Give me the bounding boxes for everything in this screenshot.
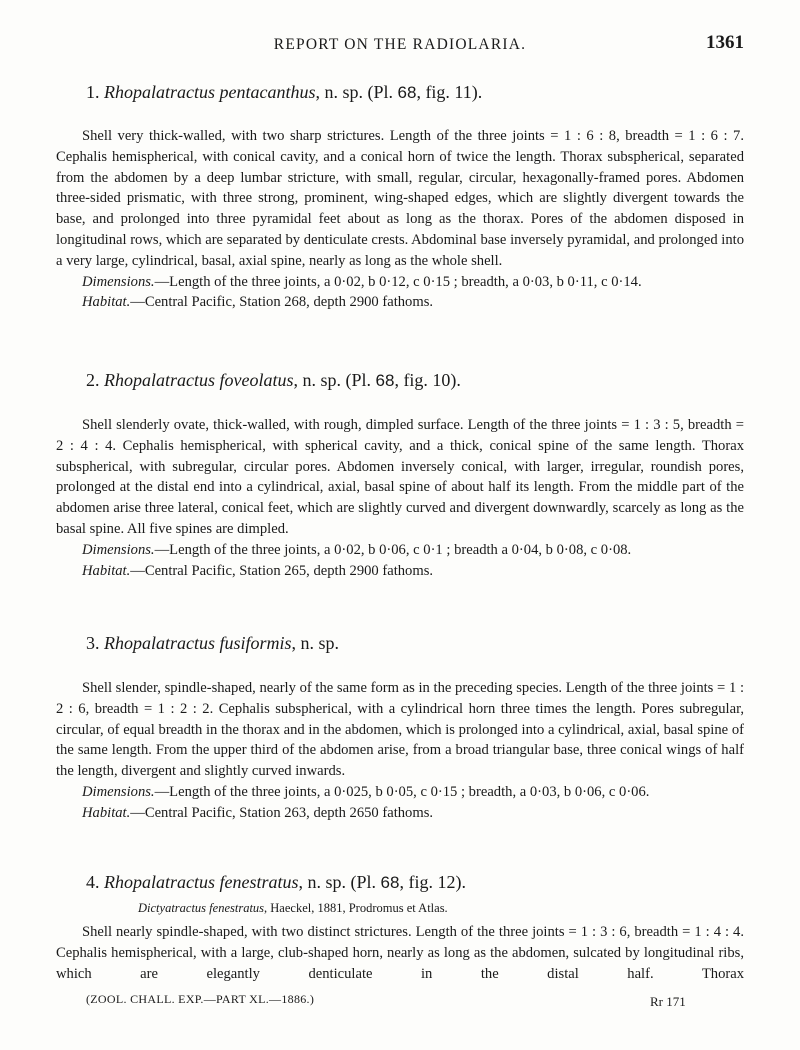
page-number: 1361 [706, 32, 744, 53]
plate-ref-suffix: , fig. 12). [399, 872, 466, 892]
species-number: 1. [86, 82, 100, 102]
species-description: Shell nearly spindle-shaped, with two distinct strictures. Length of the three joints = 1 : 3 : 6, breadth = 1 : 4 : 4. Cephalis hemispherical, with a large, club-shaped horn, nearly as long as the abdomen, sulcated by longitudinal ribs, which are elegantly denticulate in the distal half. Thorax [56, 924, 744, 982]
publication-note: (ZOOL. CHALL. EXP.—PART XL.—1886.) [86, 992, 315, 1006]
species-heading [86, 872, 744, 893]
dimensions-label: Dimensions. [82, 541, 155, 558]
species-entry-1 [56, 82, 744, 313]
habitat-label: Habitat. [82, 804, 131, 821]
species-entry-4 [56, 872, 744, 984]
plate-reference [368, 82, 483, 102]
species-rank: , n. sp. [298, 872, 347, 892]
species-description: Shell slender, spindle-shaped, nearly of the same form as in the preceding species. Length of the three joints = 1 : 2 : 6, breadth = 1 : 2 : 2. Cephalis subspherical, with a cylindrical horn three times the length. Pores subregular, circular, of equal breadth in the thorax and in the abdomen, which is prolonged into a cylindrical, axial, basal spine of the same length. From the upper third of the abdomen arise, from a broad triangular base, three conical wings of half the length, divergent and slightly curved inwards. [56, 680, 744, 780]
plate-ref-prefix: (Pl. [350, 872, 381, 892]
plate-number: 68 [380, 873, 400, 892]
species-description: Shell slenderly ovate, thick-walled, with rough, dimpled surface. Length of the three joints = 1 : 3 : 5, breadth = 2 : 4 : 4. Cephalis hemispherical, with spherical cavity, and a thick, conical spine of the same length. Thorax subspherical, with subregular, circular pores. Abdomen inversely conical, with larger, irregular, roundish pores, prolonged at the distal end into a cylindrical, axial, basal spine of about half its length. From the middle part of the abdomen arise three lateral, conical feet, which are slightly curved and divergent downwardly, scarcely as long as the basal spine. All five spines are dimpled. [56, 417, 744, 537]
plate-number: 68 [375, 371, 395, 390]
species-name: Rhopalatractus foveolatus [104, 370, 294, 390]
plate-reference [346, 370, 461, 390]
running-title: REPORT ON THE RADIOLARIA. [273, 36, 527, 53]
species-entry-2 [56, 370, 744, 581]
species-number: 3. [86, 633, 100, 653]
species-name: Rhopalatractus fenestratus [104, 872, 299, 892]
species-heading [86, 82, 744, 103]
species-number: 2. [86, 370, 100, 390]
dimensions-label: Dimensions. [82, 783, 155, 800]
species-rank: , n. sp. [315, 82, 363, 102]
species-name: Rhopalatractus fusiformis [104, 633, 292, 653]
signature-mark: Rr 171 [650, 994, 686, 1009]
running-header [0, 32, 800, 56]
habitat-text: —Central Pacific, Station 268, depth 2900 fathoms. [130, 294, 434, 311]
species-number: 4. [86, 872, 100, 892]
page-footer [0, 992, 800, 1016]
habitat-label: Habitat. [82, 562, 131, 579]
habitat-line [82, 561, 744, 582]
plate-ref-suffix: , fig. 11). [416, 82, 483, 102]
plate-reference [351, 872, 466, 892]
species-rank: , n. sp. [293, 370, 341, 390]
habitat-line [82, 292, 744, 313]
synonym-source: , Haeckel, 1881, Prodromus et Atlas. [264, 901, 448, 915]
dimensions-text: —Length of the three joints, a 0·02, b 0·12, c 0·15 ; breadth, a 0·03, b 0·11, c 0·14. [154, 273, 642, 290]
synonym-name: Dictyatractus fenestratus [138, 901, 265, 915]
dimensions-text: —Length of the three joints, a 0·025, b 0·05, c 0·15 ; breadth, a 0·03, b 0·06, c 0·06. [154, 783, 650, 800]
plate-ref-prefix: (Pl. [367, 82, 398, 102]
synonym-citation [138, 901, 744, 916]
species-heading [86, 633, 744, 654]
plate-ref-prefix: (Pl. [345, 370, 376, 390]
species-entry-3 [56, 633, 744, 824]
plate-ref-suffix: , fig. 10). [394, 370, 461, 390]
dimensions-line [82, 540, 744, 561]
species-heading [86, 370, 744, 391]
habitat-text: —Central Pacific, Station 263, depth 2650 fathoms. [130, 804, 434, 821]
plate-number: 68 [397, 83, 417, 102]
species-rank: , n. sp. [291, 633, 340, 653]
dimensions-text: —Length of the three joints, a 0·02, b 0·06, c 0·1 ; breadth a 0·04, b 0·08, c 0·08. [154, 541, 632, 558]
dimensions-label: Dimensions. [82, 273, 155, 290]
dimensions-line [82, 782, 744, 803]
habitat-label: Habitat. [82, 294, 131, 311]
species-name: Rhopalatractus pentacanthus [104, 82, 316, 102]
habitat-text: —Central Pacific, Station 265, depth 2900 fathoms. [130, 562, 434, 579]
species-description: Shell very thick-walled, with two sharp strictures. Length of the three joints = 1 : 6 : 8, breadth = 1 : 6 : 7. Cephalis hemispherical, with conical cavity, and a conical horn of twice the length. Thorax subspherical, separated from the abdomen by a deep lumbar stricture, with small, regular, circular, hexagonally-framed pores. Abdomen three-sided prismatic, with three strong, prominent, wing-shaped edges, which are slightly divergent towards the base, and prolonged into three pyramidal feet about as long as the thorax. Pores of the abdomen disposed in longitudinal rows, which are separated by denticulate crests. Abdominal base inversely pyramidal, and prolonged into a very large, cylindrical, basal, axial spine, nearly as long as the whole shell. [56, 128, 744, 269]
dimensions-line [82, 272, 744, 293]
habitat-line [82, 803, 744, 824]
